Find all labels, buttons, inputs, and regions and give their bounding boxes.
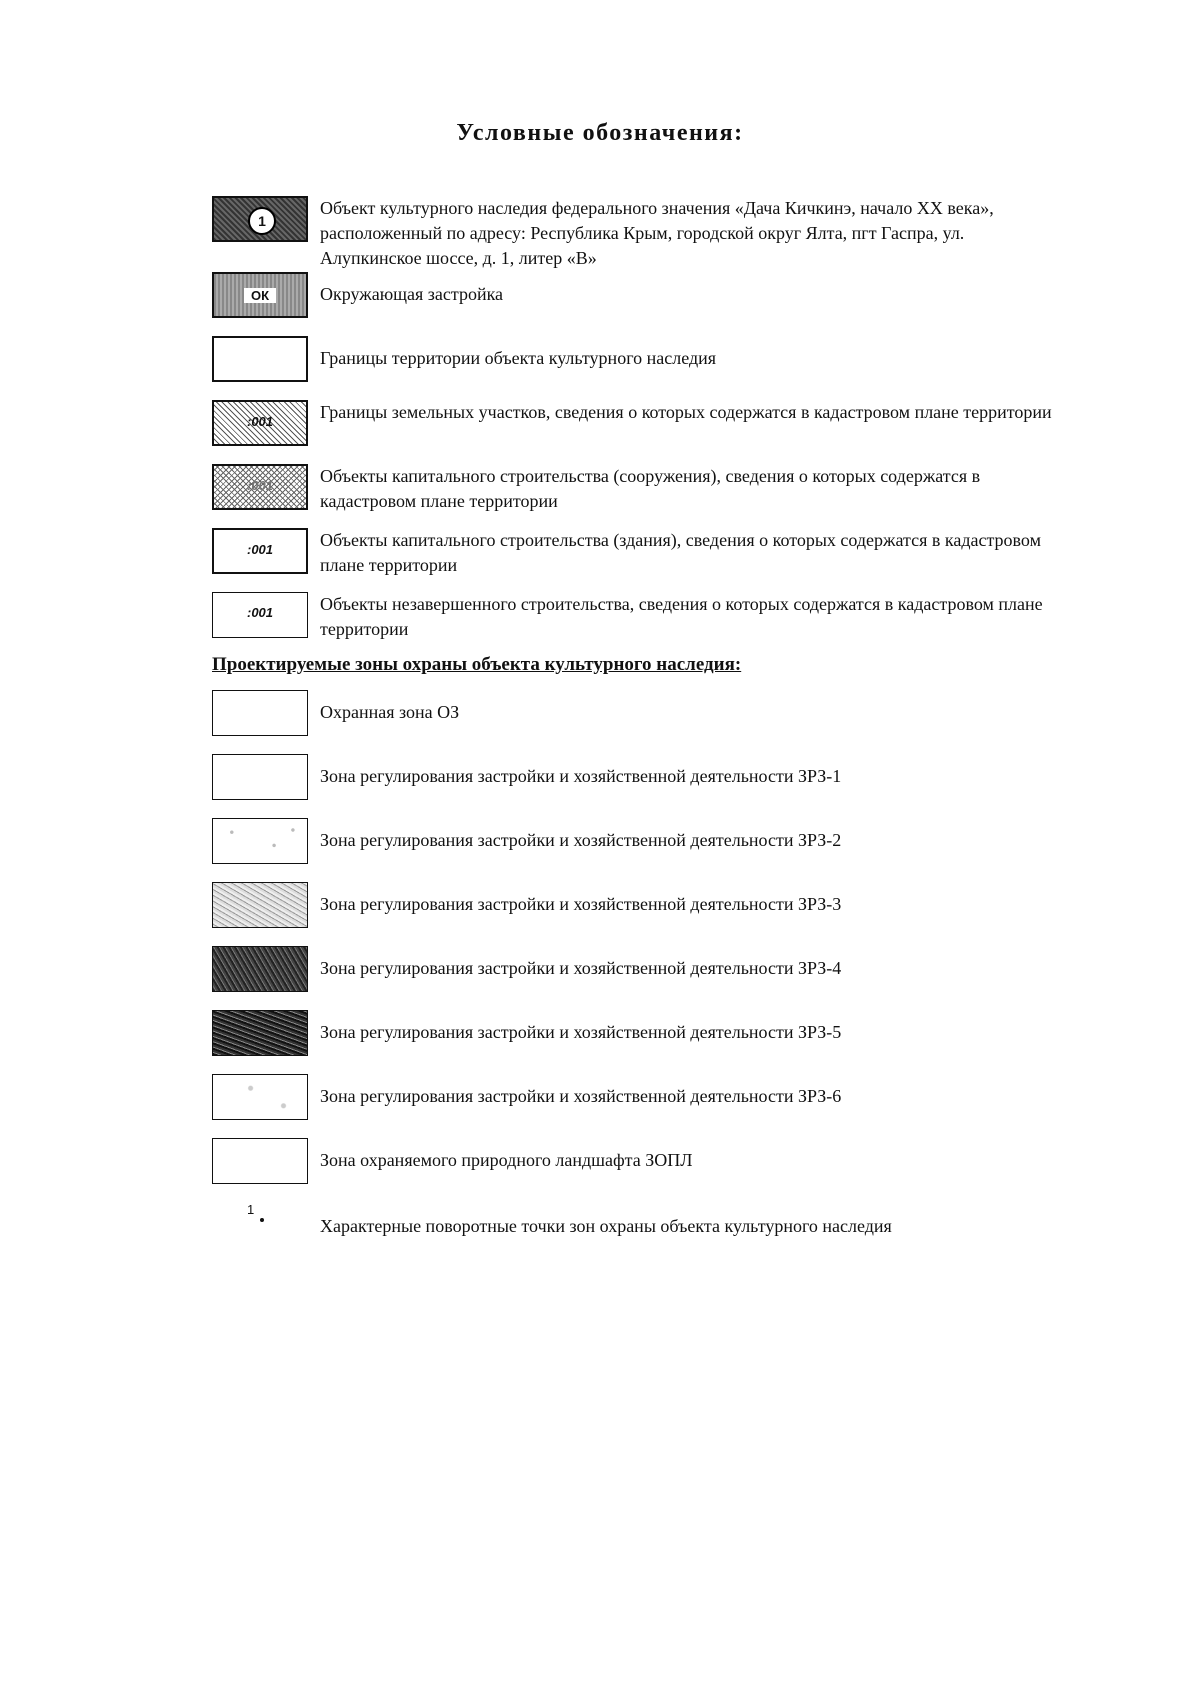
zone-text: Зона охраняемого природного ландшафта ЗОПЛ: [320, 1150, 693, 1170]
land-parcels-symbol: [212, 400, 308, 446]
zone-text: Зона регулирования застройки и хозяйственной деятельности ЗРЗ-2: [320, 830, 842, 850]
symbol-label: :001: [246, 478, 274, 493]
cultural-object-symbol: [212, 196, 308, 242]
page-title: Условные обозначения:: [456, 120, 744, 146]
zone-text: Зона регулирования застройки и хозяйственной деятельности ЗРЗ-5: [320, 1022, 842, 1042]
zone-text: Охранная зона ОЗ: [320, 702, 460, 722]
symbol-label: :001: [246, 605, 274, 620]
structures-symbol: [212, 464, 308, 510]
zone-zopl-symbol: [212, 1138, 308, 1184]
legend-text: Границы земельных участков, сведения о которых содержатся в кадастровом плане территории: [320, 402, 1052, 422]
zone-text: Зона регулирования застройки и хозяйственной деятельности ЗРЗ-4: [320, 958, 842, 978]
legend-text: Границы территории объекта культурного наследия: [320, 348, 717, 368]
territory-border-symbol: [212, 336, 308, 382]
legend-text: Характерные поворотные точки зон охраны объекта культурного наследия: [320, 1216, 892, 1236]
zone-zrz-4-symbol: [212, 946, 308, 992]
zone-zrz-3-symbol: [212, 882, 308, 928]
object-number-badge: 1: [248, 207, 276, 235]
legend-text: Объект культурного наследия федерального значения «Дача Кичкинэ, начало XX века», расположенный по адресу: Республика Крым, городской округ Ялта, пгт Гаспра, ул. Алупкинское шоссе, д. 1, литер «В»: [320, 198, 994, 268]
symbol-label: :001: [246, 542, 274, 557]
buildings-symbol: [212, 528, 308, 574]
zones-heading: Проектируемые зоны охраны объекта культурного наследия:: [212, 654, 742, 675]
zone-zrz-6-symbol: [212, 1074, 308, 1120]
zone-text: Зона регулирования застройки и хозяйственной деятельности ЗРЗ-1: [320, 766, 842, 786]
zone-zrz-2-symbol: [212, 818, 308, 864]
legend-text: Объекты незавершенного строительства, сведения о которых содержатся в кадастровом плане территории: [320, 594, 1043, 639]
legend-text: Окружающая застройка: [320, 284, 504, 304]
unfinished-construction-symbol: [212, 592, 308, 638]
zone-text: Зона регулирования застройки и хозяйственной деятельности ЗРЗ-3: [320, 894, 842, 914]
turning-point-marker-icon: [260, 1218, 264, 1222]
zone-zrz-1-symbol: [212, 754, 308, 800]
turning-point-number: 1: [247, 1202, 255, 1217]
legend-text: Объекты капитального строительства (сооружения), сведения о которых содержатся в кадастровом плане территории: [320, 466, 981, 511]
zone-oz-symbol: [212, 690, 308, 736]
zone-zrz-5-symbol: [212, 1010, 308, 1056]
legend-text: Объекты капитального строительства (здания), сведения о которых содержатся в кадастровом плане территории: [320, 530, 1041, 575]
symbol-label: ОК: [244, 288, 276, 303]
symbol-label: :001: [246, 414, 274, 429]
zone-text: Зона регулирования застройки и хозяйственной деятельности ЗРЗ-6: [320, 1086, 842, 1106]
surrounding-buildings-symbol: [212, 272, 308, 318]
